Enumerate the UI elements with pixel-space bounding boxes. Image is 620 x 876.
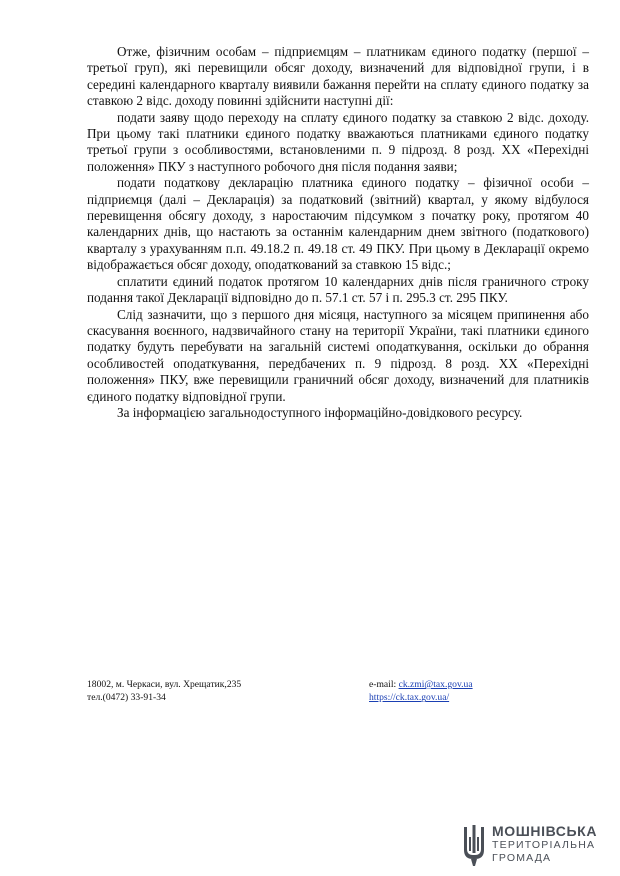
paragraph: сплатити єдиний податок протягом 10 календарних днів після граничного строку подання такої Декларації відповідно до п. 57.1 ст. 57 і п. 295.3 ст. 295 ПКУ. (87, 273, 589, 306)
footer-phone: тел.(0472) 33-91-34 (87, 692, 166, 704)
logo-line-2: ТЕРИТОРІАЛЬНА (492, 839, 596, 851)
paragraph: подати заяву щодо переходу на сплату єдиного податку за ставкою 2 відс. доходу. При цьому такі платники єдиного податку вважаються платниками єдиного податку третьої групи з особливостями, встановленими п. 9 підрозд. 8 розд. ХХ «Перехідні положення» ПКУ з наступного робочого дня після подання заяви; (87, 109, 589, 174)
trident-icon (462, 823, 486, 867)
paragraph: подати податкову декларацію платника єдиного податку – фізичної особи – підприємця (далі – Декларація) за податковий (звітний) квартал, у якому відбулося перевищення обсягу доходу, з наростаючим підсумком з початку року, протягом 40 календарних днів, що настають за останнім календарним днем звітного (податкового) кварталу з урахуванням п.п. 49.18.2 п. 49.18 ст. 49 ПКУ. При цьому в Декларації окремо відображається обсяг доходу, оподаткований за ставкою 15 відс.; (87, 175, 589, 273)
footer-address: 18002, м. Черкаси, вул. Хрещатик,235 (87, 679, 242, 690)
footer-email-line (369, 678, 473, 691)
logo-wordmark (492, 824, 597, 864)
website-link[interactable]: https://ck.tax.gov.ua/ (369, 692, 450, 704)
paragraph: За інформацією загальнодоступного інформаційно-довідкового ресурсу. (117, 404, 523, 420)
document-body (87, 44, 589, 421)
footer-links (369, 678, 473, 705)
footer-website-line (369, 691, 473, 704)
paragraph: Отже, фізичним особам – підприємцям – платникам єдиного податку (першої – третьої груп), які перевищили обсяг доходу, визначений для відповідної групи, і в середині календарного кварталу виявили бажання перейти на сплату єдиного податку за ставкою 2 відс. доходу повинні здійснити наступні дії: (87, 44, 589, 109)
footer-contacts (87, 678, 241, 705)
logo-line-1: МОШНІВСЬКА (492, 823, 598, 839)
email-link[interactable]: ck.zmi@tax.gov.ua (398, 679, 473, 690)
email-label: e-mail: (369, 679, 399, 690)
community-logo (462, 823, 612, 869)
paragraph: Слід зазначити, що з першого дня місяця, наступного за місяцем припинення або скасування воєнного, надзвичайного стану на території України, такі платники єдиного податку будуть перебувати на загальній системі оподаткування, оскільки до обрання особливостей оподаткування, передбачених п. 9 підрозд. 8 розд. ХХ «Перехідні положення» ПКУ, вже перевищили граничний обсяг доходу, визначений для платників єдиного податку відповідної групи. (87, 306, 589, 404)
logo-line-3: ГРОМАДА (492, 852, 552, 864)
